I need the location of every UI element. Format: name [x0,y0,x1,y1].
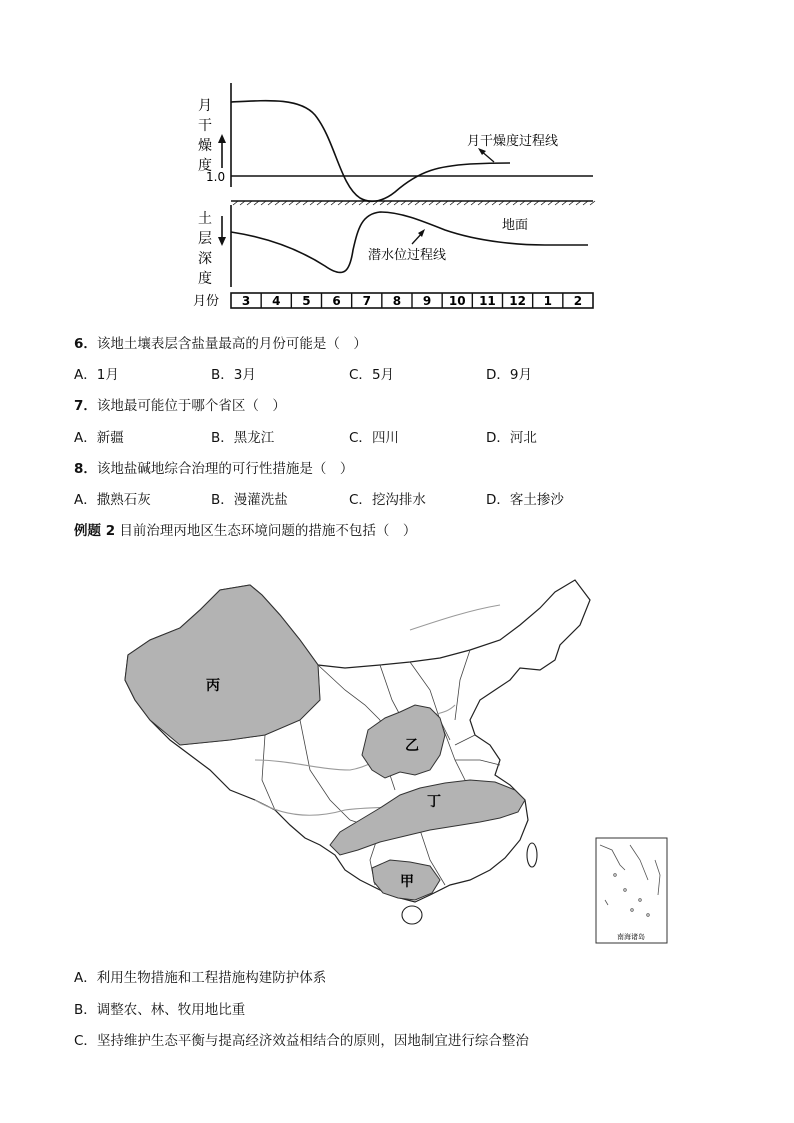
answer-a[interactable] [74,966,326,986]
q8-d-text: 客土掺沙 [509,492,564,508]
q7-a-letter: A． [74,430,97,446]
south-sea-inset [596,838,667,943]
month-label: 4 [272,294,281,308]
taiwan-island [527,843,537,867]
dryness-arrow-icon [478,148,494,162]
question-6 [74,332,367,352]
q8-option-c[interactable] [349,488,426,508]
q6-d-text: 9月 [509,367,532,383]
q6-a-letter: A． [74,367,97,383]
tick-1-0: 1.0 [206,170,226,184]
q8-b-letter: B． [211,492,234,508]
y-label-bottom-4: 度 [198,271,212,287]
down-arrow-icon [218,216,226,246]
inset-label: 南海诸岛 [617,933,645,941]
region-label-jia: 甲 [400,874,414,890]
question-7 [74,394,286,414]
month-cells [242,293,582,308]
q8-d-letter: D． [486,492,510,508]
q6-a-text: 1月 [96,367,119,383]
q7-b-text: 黑龙江 [233,430,275,446]
month-label: 11 [479,294,496,308]
q8-c-letter: C． [349,492,372,508]
y-label-top-3: 燥 [198,138,212,154]
month-label: 9 [422,294,432,308]
month-label: 3 [241,294,251,308]
month-label: 5 [302,294,311,308]
q7-c-letter: C． [349,430,372,446]
q7-b-letter: B． [211,430,234,446]
q6-option-c[interactable] [349,363,394,383]
q7-d-text: 河北 [509,430,537,446]
china-map [0,540,794,950]
month-label: 10 [448,294,466,308]
q7-d-letter: D． [486,430,510,446]
question-8-number: 8． [74,461,97,477]
y-label-bottom-1: 土 [198,211,212,227]
y-label-bottom-2: 层 [198,231,212,247]
q7-a-text: 新疆 [96,430,124,446]
water-curve-label: 潜水位过程线 [368,248,447,263]
question-8 [74,457,353,477]
example-2 [74,519,416,539]
question-6-text: 该地土壤表层含盐量最高的月份可能是（ ） [96,336,367,352]
q6-b-text: 3月 [233,367,256,383]
q8-option-a[interactable] [74,488,151,508]
region-bing [125,585,320,745]
q7-c-text: 四川 [371,430,399,446]
question-8-text: 该地盐碱地综合治理的可行性措施是（ ） [96,461,354,477]
q6-option-a[interactable] [74,363,119,383]
q8-option-b[interactable] [211,488,288,508]
answer-c-letter: C． [74,1033,97,1049]
q6-c-text: 5月 [371,367,395,383]
region-label-ding: 丁 [427,794,441,810]
q6-b-letter: B． [211,367,234,383]
answer-a-letter: A． [74,970,97,986]
dryness-water-chart [0,0,794,320]
q6-option-b[interactable] [211,363,256,383]
q6-d-letter: D． [486,367,510,383]
q8-a-text: 撒熟石灰 [96,492,151,508]
y-label-bottom-3: 深 [198,251,212,267]
water-arrow-icon [412,229,425,244]
q7-option-b[interactable] [211,426,274,446]
question-7-text: 该地最可能位于哪个省区（ ） [96,398,286,414]
answer-b-letter: B． [74,1002,97,1018]
q8-b-text: 漫灌洗盐 [233,492,288,508]
month-axis-label: 月份 [193,294,220,309]
y-label-top-1: 月 [198,98,212,114]
q7-option-d[interactable] [486,426,537,446]
up-arrow-icon [218,134,226,168]
hainan-island [402,906,422,924]
question-7-number: 7． [74,398,97,414]
q8-c-text: 挖沟排水 [371,492,426,508]
example-2-label: 例题 2 [74,523,116,539]
q6-c-letter: C． [349,367,372,383]
month-label: 7 [362,294,371,308]
answer-b[interactable] [74,998,245,1018]
answer-b-text: 调整农、林、牧用地比重 [96,1002,246,1018]
q7-option-c[interactable] [349,426,399,446]
month-label: 8 [392,294,402,308]
region-label-bing: 丙 [206,678,220,694]
answer-c-text: 坚持维护生态平衡与提高经济效益相结合的原则，因地制宜进行综合整治 [96,1033,529,1049]
question-6-number: 6． [74,336,97,352]
y-label-top-2: 干 [198,118,212,134]
answer-c[interactable] [74,1029,529,1049]
month-label: 6 [332,294,341,308]
water-table-curve [231,212,588,273]
example-2-text: 目前治理丙地区生态环境问题的措施不包括（ ） [119,523,417,539]
ground-label: 地面 [502,218,529,233]
q8-a-letter: A． [74,492,97,508]
answer-a-text: 利用生物措施和工程措施构建防护体系 [96,970,327,986]
month-label: 1 [543,294,552,308]
month-label: 12 [509,294,526,308]
dryness-curve [231,101,510,202]
q7-option-a[interactable] [74,426,124,446]
q8-option-d[interactable] [486,488,564,508]
dryness-curve-label: 月干燥度过程线 [467,134,559,149]
q6-option-d[interactable] [486,363,532,383]
month-label: 2 [573,294,583,308]
region-label-yi: 乙 [405,738,419,754]
y-label-top-4: 度 [198,158,212,174]
